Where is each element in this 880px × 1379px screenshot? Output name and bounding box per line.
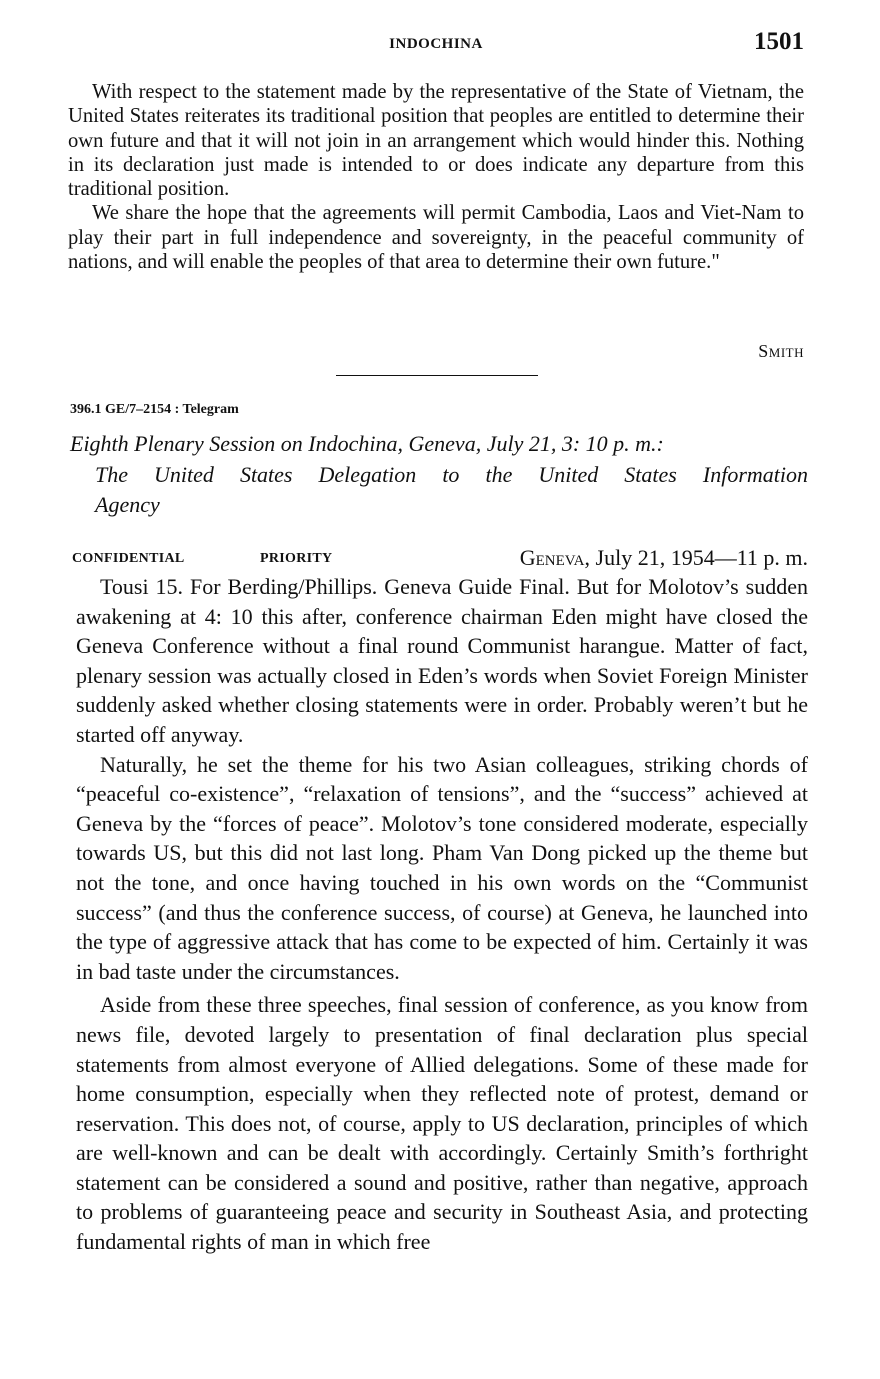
dateline — [520, 545, 808, 571]
dateline-place: Geneva — [519, 545, 585, 570]
body-paragraph: Aside from these three speeches, final session of conference, as you know from news file, devoted largely to presentation of final declaration plus special statements from almost everyone of Allied delegations. Some of these made for home consumption, especially when they reflected note of protest, demand or reservation. This does not, of course, apply to US declaration, principles of which are well-known and can be dealt with accordingly. Certainly Smith’s forthright statement can be considered a sound and positive, rather than negative, approach to problems of guaranteeing peace and security in Southeast Asia, and protecting fundamental rights of man in which free — [76, 992, 808, 1255]
title-line: Agency — [95, 492, 160, 517]
title-line: Eighth Plenary Session on Indochina, Geneva, July 21, 3: 10 p. m.: — [70, 431, 664, 456]
body-paragraph: Naturally, he set the theme for his two Asian colleagues, striking chords of “peaceful co-existence”, “relaxation of tensions”, and the “success” achieved at Geneva by the “forces of peace”. Molotov’s tone considered moderate, especially towards US, but this did not last long. Pham Van Dong picked up the theme but not the tone, and once having touched in his own words on the “Communist success” (and thus the conference success, of course) at Geneva, he launched into the type of aggressive attack that has come to be expected of him. Certainly it was in bad taste under the circumstances. — [76, 751, 808, 984]
dateline-date: , July 21, 1954—11 p. m. — [584, 545, 808, 570]
precedence: PRIORITY — [260, 551, 333, 566]
running-head: INDOCHINA — [389, 36, 483, 52]
quote-paragraph: With respect to the statement made by the representative of the State of Vietnam, the United States reiterates its traditional position that peoples are entitled to determine their own future and that it will not join in an arrangement which would hinder this. Nothing in its declaration just made is intended to or does indicate any departure from this traditional position. — [68, 81, 804, 201]
signature: Smith — [758, 341, 804, 361]
telegram-body — [76, 572, 808, 1257]
document-title — [70, 429, 808, 521]
page-number: 1501 — [754, 28, 804, 55]
file-reference: 396.1 GE/7–2154 : Telegram — [70, 402, 239, 417]
section-divider — [336, 375, 538, 376]
quote-paragraph: We share the hope that the agreements will permit Cambodia, Laos and Viet-Nam to play their part in full independence and sovereignty, in the peaceful community of nations, and will enable the peoples of that area to determine their own future." — [68, 202, 804, 274]
page-header — [68, 28, 804, 62]
body-paragraph: Tousi 15. For Berding/Phillips. Geneva Guide Final. But for Molotov’s sudden awakening at 4: 10 this after, conference chairman Eden might have closed the Geneva Conference without a final round Communist harangue. Matter of fact, plenary session was actually closed in Eden’s words when Soviet Foreign Minister suddenly asked whether closing statements were in order. Probably weren’t but he started off anyway. — [76, 574, 808, 747]
title-line: The United States Delegation to the United States Information — [95, 461, 808, 487]
classification: CONFIDENTIAL — [72, 551, 185, 566]
classification-line — [72, 545, 808, 575]
quoted-statement — [68, 80, 804, 274]
